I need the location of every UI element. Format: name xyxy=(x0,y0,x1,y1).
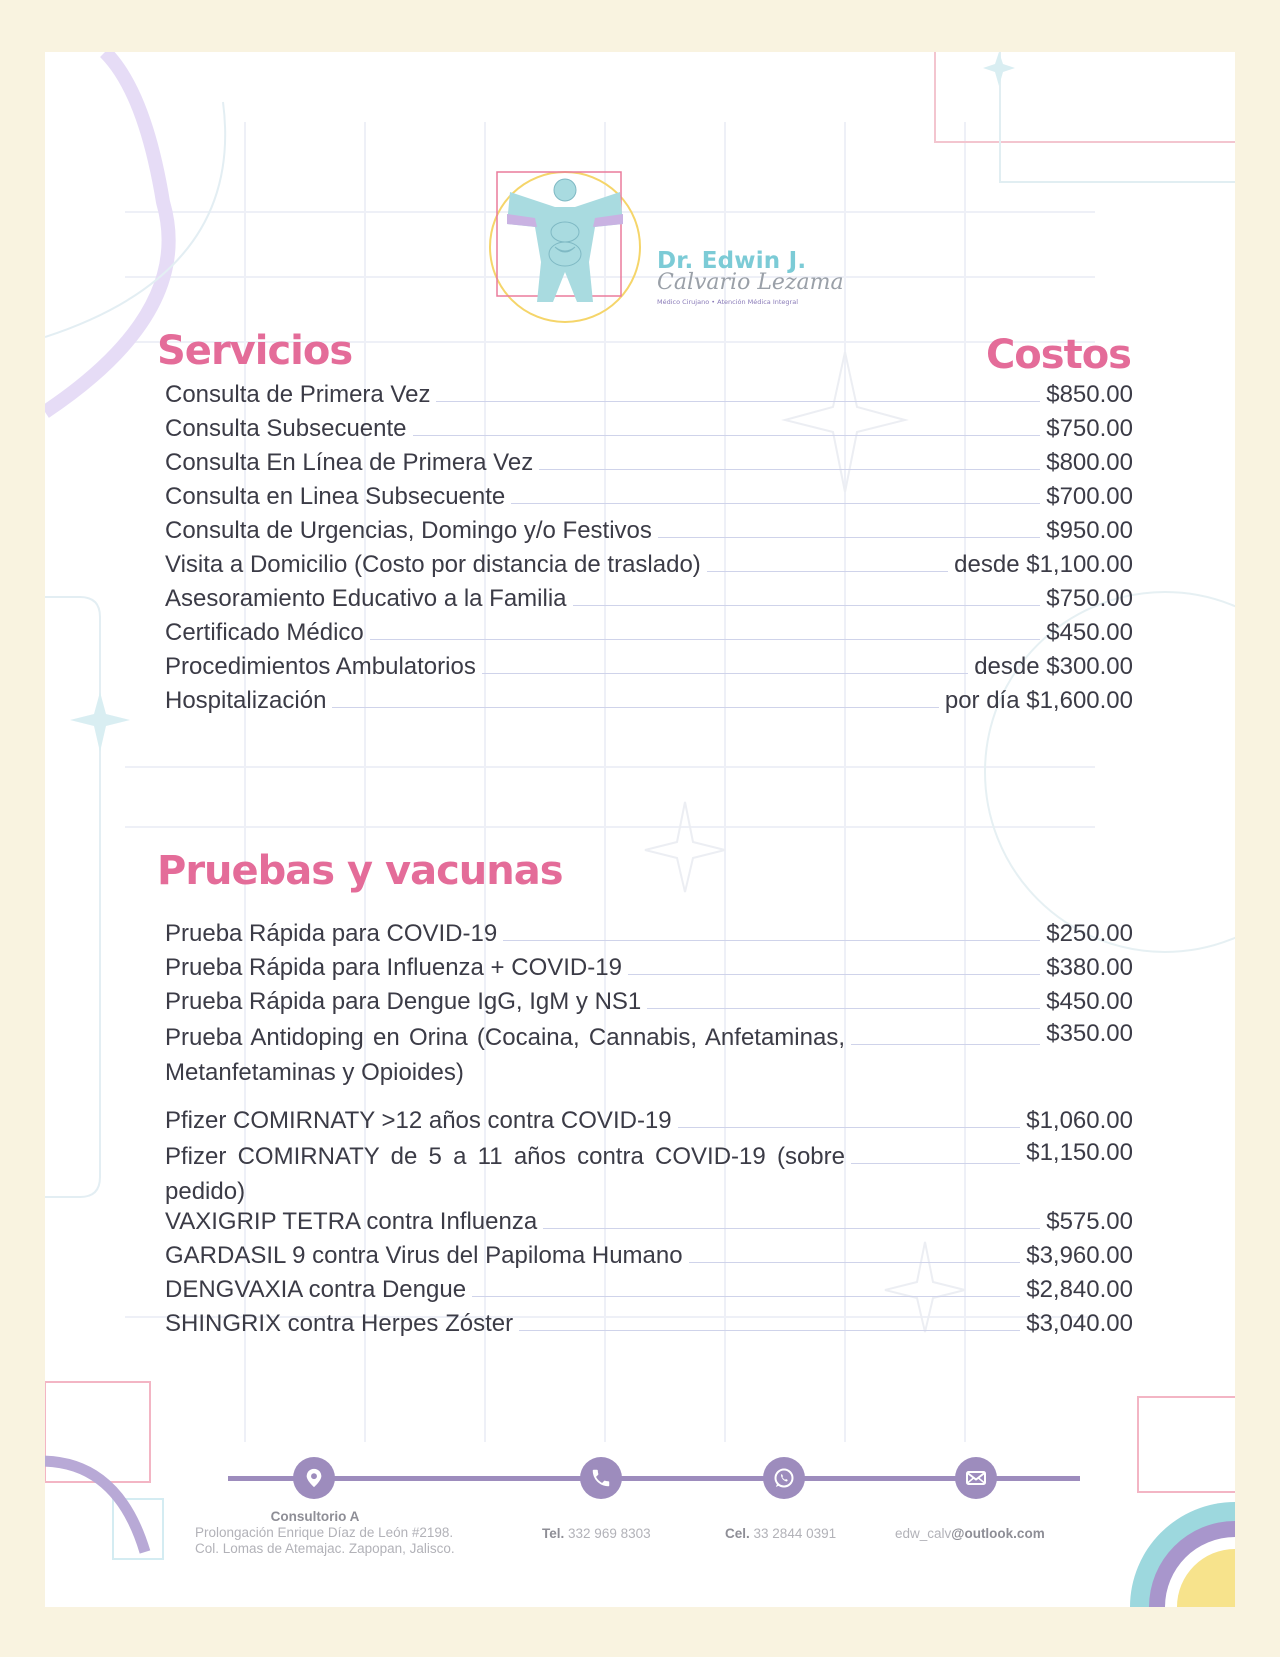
leader-line xyxy=(707,571,948,572)
service-name: Procedimientos Ambulatorios xyxy=(165,653,476,680)
vaccine-name: VAXIGRIP TETRA contra Influenza xyxy=(165,1208,538,1235)
email-address[interactable] xyxy=(895,1526,1045,1541)
test-name: Prueba Rápida para COVID-19 xyxy=(165,920,498,947)
leader-line xyxy=(628,974,1040,975)
test-price: $350.00 xyxy=(1046,1020,1133,1047)
test-price: $250.00 xyxy=(1046,920,1133,947)
vaccine-price: $1,150.00 xyxy=(1026,1139,1133,1166)
leader-line xyxy=(413,435,1041,436)
service-price: $850.00 xyxy=(1046,381,1133,408)
service-row xyxy=(165,551,1133,579)
footer-divider xyxy=(228,1476,1080,1481)
vaccine-row xyxy=(165,1242,1133,1270)
vaccine-price: $3,040.00 xyxy=(1026,1310,1133,1337)
tel-label: Tel. xyxy=(542,1526,565,1541)
test-name: Prueba Antidoping en Orina (Cocaina, Cannabis, Anfetaminas, Metanfetaminas y Opioides) xyxy=(165,1024,845,1086)
costs-title: Costos xyxy=(985,332,1131,378)
location-pin-icon xyxy=(293,1457,335,1499)
office-address xyxy=(195,1509,455,1557)
service-name: Consulta En Línea de Primera Vez xyxy=(165,449,534,476)
leader-line xyxy=(370,639,1040,640)
tel-value: 332 969 8303 xyxy=(568,1526,651,1541)
leader-line xyxy=(851,1044,1040,1045)
email-domain: @outlook.com xyxy=(951,1526,1045,1541)
service-row xyxy=(165,381,1133,409)
leader-line xyxy=(543,1228,1040,1229)
service-name: Consulta de Primera Vez xyxy=(165,381,431,408)
test-name: Prueba Rápida para Influenza + COVID-19 xyxy=(165,954,622,981)
service-price: por día $1,600.00 xyxy=(944,687,1133,714)
leader-line xyxy=(332,707,938,708)
vaccine-name: Pfizer COMIRNATY de 5 a 11 años contra COVID-19 (sobre pedido) xyxy=(165,1143,845,1205)
vaccine-price: $575.00 xyxy=(1046,1208,1133,1235)
phone-number[interactable] xyxy=(542,1526,651,1541)
vaccine-price: $1,060.00 xyxy=(1026,1107,1133,1134)
service-row xyxy=(165,415,1133,443)
vaccine-row xyxy=(165,1107,1133,1135)
service-price: $450.00 xyxy=(1046,619,1133,646)
office-title: Consultorio A xyxy=(270,1509,360,1524)
vaccine-name: Pfizer COMIRNATY >12 años contra COVID-19 xyxy=(165,1107,672,1134)
mail-icon[interactable] xyxy=(955,1457,997,1499)
leader-line xyxy=(482,673,968,674)
test-row xyxy=(165,988,1133,1016)
leader-line xyxy=(647,1008,1040,1009)
service-row xyxy=(165,483,1133,511)
address-line-1: Prolongación Enrique Díaz de León #2198. xyxy=(195,1525,454,1540)
service-price: $700.00 xyxy=(1046,483,1133,510)
brand-name: Dr. Edwin J. xyxy=(657,248,807,274)
cel-label: Cel. xyxy=(725,1526,750,1541)
service-row xyxy=(165,449,1133,477)
vaccine-price: $2,840.00 xyxy=(1026,1276,1133,1303)
test-row xyxy=(165,920,1133,948)
leader-line xyxy=(851,1163,1020,1164)
brand-surname: Calvario Lezama xyxy=(657,270,844,295)
service-name: Visita a Domicilio (Costo por distancia de traslado) xyxy=(165,551,701,578)
leader-line xyxy=(519,1330,1020,1331)
test-price: $380.00 xyxy=(1046,954,1133,981)
cel-value: 33 2844 0391 xyxy=(753,1526,837,1541)
cell-number[interactable] xyxy=(725,1526,836,1541)
service-name: Certificado Médico xyxy=(165,619,364,646)
service-row xyxy=(165,585,1133,613)
leader-line xyxy=(436,401,1040,402)
service-row xyxy=(165,653,1133,681)
leader-line xyxy=(678,1127,1021,1128)
vaccine-row xyxy=(165,1139,1133,1209)
vaccine-name: DENGVAXIA contra Dengue xyxy=(165,1276,467,1303)
service-name: Consulta en Linea Subsecuente xyxy=(165,483,506,510)
service-price: $750.00 xyxy=(1046,585,1133,612)
test-row xyxy=(165,954,1133,982)
vaccine-row xyxy=(165,1208,1133,1236)
phone-icon[interactable] xyxy=(580,1457,622,1499)
vaccine-name: SHINGRIX contra Herpes Zóster xyxy=(165,1310,514,1337)
service-price: $800.00 xyxy=(1046,449,1133,476)
service-name: Consulta de Urgencias, Domingo y/o Festivos xyxy=(165,517,652,544)
whatsapp-icon[interactable] xyxy=(763,1457,805,1499)
service-name: Consulta Subsecuente xyxy=(165,415,407,442)
brand-tagline: Médico Cirujano • Atención Médica Integral xyxy=(657,298,799,306)
price-sheet xyxy=(45,52,1235,1607)
service-name: Asesoramiento Educativo a la Familia xyxy=(165,585,567,612)
test-name: Prueba Rápida para Dengue IgG, IgM y NS1 xyxy=(165,988,642,1015)
leader-line xyxy=(658,537,1040,538)
service-row xyxy=(165,517,1133,545)
leader-line xyxy=(573,605,1041,606)
vaccine-row xyxy=(165,1310,1133,1338)
leader-line xyxy=(511,503,1040,504)
test-row xyxy=(165,1020,1133,1090)
leader-line xyxy=(539,469,1040,470)
leader-line xyxy=(503,940,1040,941)
service-row xyxy=(165,687,1133,715)
service-price: desde $300.00 xyxy=(974,653,1133,680)
vaccine-row xyxy=(165,1276,1133,1304)
leader-line xyxy=(472,1296,1020,1297)
service-row xyxy=(165,619,1133,647)
service-price: $950.00 xyxy=(1046,517,1133,544)
address-line-2: Col. Lomas de Atemajac. Zapopan, Jalisco. xyxy=(195,1541,455,1556)
service-price: $750.00 xyxy=(1046,415,1133,442)
service-name: Hospitalización xyxy=(165,687,327,714)
email-user: edw_calv xyxy=(895,1526,952,1541)
leader-line xyxy=(689,1262,1021,1263)
test-price: $450.00 xyxy=(1046,988,1133,1015)
service-price: desde $1,100.00 xyxy=(954,551,1133,578)
tests-title: Pruebas y vacunas xyxy=(157,848,563,894)
vaccine-name: GARDASIL 9 contra Virus del Papiloma Humano xyxy=(165,1242,683,1269)
vaccine-price: $3,960.00 xyxy=(1026,1242,1133,1269)
services-title: Servicios xyxy=(157,328,353,374)
